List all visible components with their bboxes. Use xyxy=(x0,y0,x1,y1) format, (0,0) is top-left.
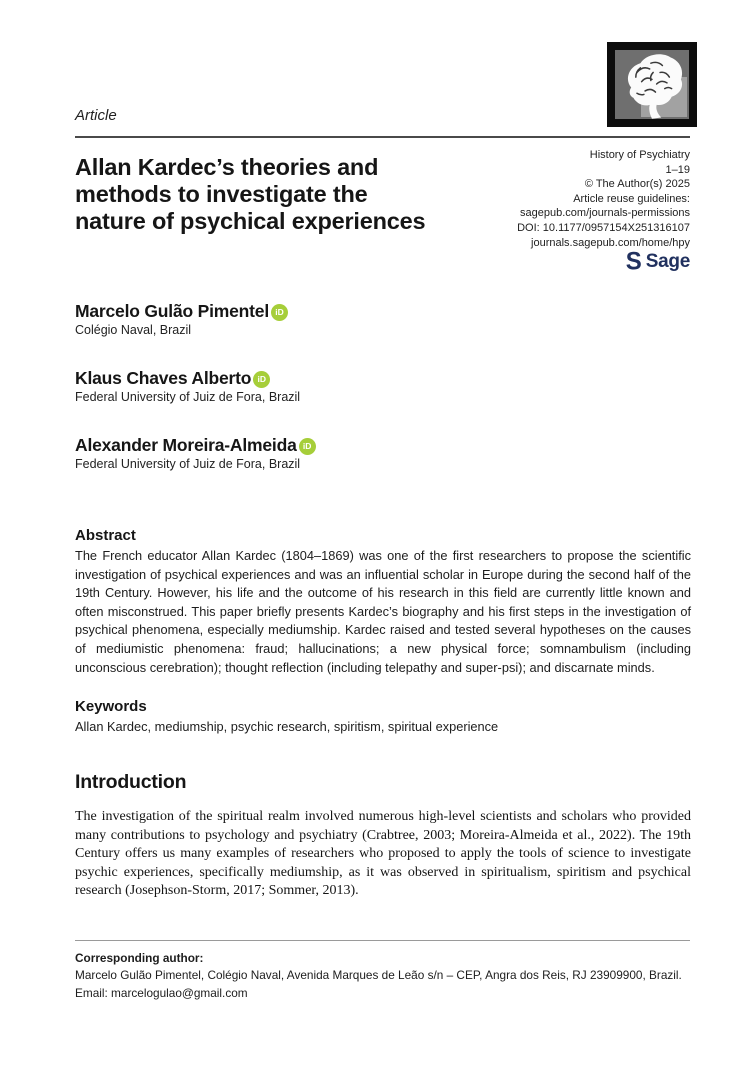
abstract-text: The French educator Allan Kardec (1804–1869) was one of the first researchers to propose the scientific investigation of psychical experiences and was an influential scholar in Europe during the second half of the 19th Century. However, his life and the outcome of his research in this field are currently little known and often misconstrued. This paper briefly presents Kardec’s biography and his first steps in the investigation of psychical phenomena, especially mediumship. Kardec raised and tested several hypotheses on the causes of mediumistic phenomena: fraud; hallucinations; a new physical force; somnambulism (including unconscious cerebration); thought reflection (including telepathy and super-psi); and discarnate minds. xyxy=(75,548,691,675)
author-name: Marcelo Gulão Pimentel xyxy=(75,301,269,321)
orcid-icon-label: iD xyxy=(257,374,266,384)
reuse-guidelines-label: Article reuse guidelines: xyxy=(573,192,690,205)
author-name-row xyxy=(75,434,316,456)
author-name: Klaus Chaves Alberto xyxy=(75,368,252,388)
paper-title-line: Allan Kardec’s theories and xyxy=(75,154,379,180)
orcid-icon-label: iD xyxy=(302,441,312,451)
introduction-section xyxy=(75,771,691,901)
brain-icon xyxy=(614,47,690,121)
journal-info-block xyxy=(517,148,690,250)
permissions-link[interactable]: sagepub.com/journals-permissions xyxy=(520,207,690,220)
abstract-section xyxy=(75,527,691,677)
author-entry xyxy=(75,434,316,472)
orcid-icon[interactable] xyxy=(253,371,270,388)
author-entry xyxy=(75,300,316,338)
paper-title-line: methods to investigate the xyxy=(75,181,368,207)
keywords-section xyxy=(75,698,691,736)
authors-block xyxy=(75,300,316,501)
doi-line: DOI: 10.1177/0957154X251316107 xyxy=(517,221,690,234)
sage-logo-text: Sage xyxy=(645,251,690,272)
paper-title xyxy=(75,154,525,235)
sage-publisher-logo xyxy=(625,247,690,276)
introduction-heading: Introduction xyxy=(75,771,187,793)
page-range: 1–19 xyxy=(665,163,690,176)
abstract-heading: Abstract xyxy=(75,527,136,544)
article-type-label: Article xyxy=(75,107,117,124)
author-name-row xyxy=(75,367,316,389)
keywords-list: Allan Kardec, mediumship, psychic research, spiritism, spiritual experience xyxy=(75,719,499,734)
corresponding-author-block xyxy=(75,950,691,1002)
paper-title-line: nature of psychical experiences xyxy=(75,208,426,234)
journal-logo xyxy=(607,42,697,127)
author-affiliation: Federal University of Juiz de Fora, Brazil xyxy=(75,390,301,404)
author-name: Alexander Moreira-Almeida xyxy=(75,435,297,455)
journal-home-link[interactable]: journals.sagepub.com/home/hpy xyxy=(531,236,690,249)
orcid-icon[interactable] xyxy=(299,438,316,455)
journal-name: History of Psychiatry xyxy=(589,149,690,161)
orcid-icon-label: iD xyxy=(275,307,284,317)
sage-s-icon: S xyxy=(625,247,642,276)
copyright-line: © The Author(s) 2025 xyxy=(584,178,690,191)
header-divider xyxy=(75,136,690,138)
corresponding-author-email[interactable]: Email: marcelogulao@gmail.com xyxy=(75,985,248,1000)
author-affiliation: Colégio Naval, Brazil xyxy=(75,323,192,337)
footnote-divider xyxy=(75,940,690,941)
author-entry xyxy=(75,367,316,405)
corresponding-author-address: Marcelo Gulão Pimentel, Colégio Naval, Avenida Marques de Leão s/n – CEP, Angra dos Reis, RJ 23909900, Brazil. xyxy=(75,968,682,983)
introduction-text: The investigation of the spiritual realm involved numerous high-level scientists and scholars who provided many contributions to psychology and psychiatry (Crabtree, 2003; Moreira-Almeida et al., 2022). The 19th Century offers us many examples of researchers who proposed to apply the tools of science to investigate psychic experiences, specifically mediumship, as it was observed in spiritualism, spiritism and psychical research (Josephson-Storm, 2017; Sommer, 2013). xyxy=(75,809,691,899)
corresponding-author-heading: Corresponding author: xyxy=(75,951,204,965)
orcid-icon[interactable] xyxy=(271,304,288,321)
keywords-heading: Keywords xyxy=(75,698,147,715)
author-name-row xyxy=(75,300,316,322)
author-affiliation: Federal University of Juiz de Fora, Brazil xyxy=(75,457,301,471)
